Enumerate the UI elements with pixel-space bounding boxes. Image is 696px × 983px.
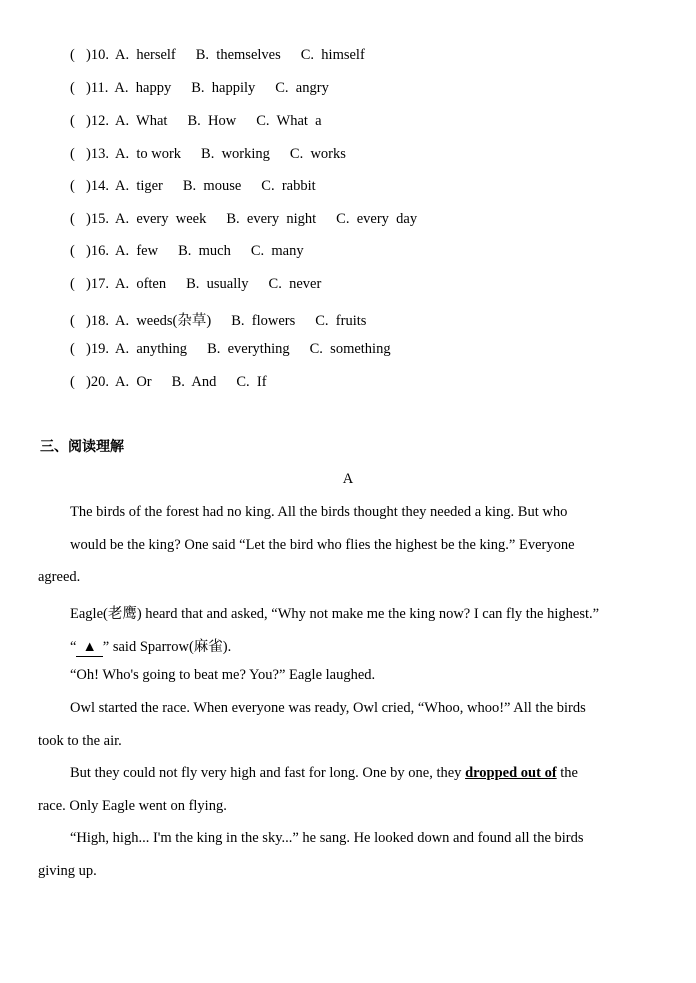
question-row xyxy=(70,178,336,195)
question-row xyxy=(70,80,349,97)
passage-line xyxy=(70,635,231,657)
question-number: )20. xyxy=(86,374,109,390)
passage-line: race. Only Eagle went on flying. xyxy=(38,798,227,814)
passage-line: agreed. xyxy=(38,569,81,585)
option-c: C. every day xyxy=(336,211,418,227)
passage-line: The birds of the forest had no king. All the birds thought they needed a king. But who xyxy=(70,504,568,520)
option-b: B. themselves xyxy=(195,47,281,63)
option-c: C. rabbit xyxy=(261,178,316,194)
question-number: )14. xyxy=(86,178,109,194)
question-number: )12. xyxy=(86,113,109,129)
question-number: )17. xyxy=(86,276,109,292)
option-a: A. often xyxy=(114,276,167,292)
question-number: )16. xyxy=(86,243,109,259)
passage-line: giving up. xyxy=(38,863,97,879)
answer-paren: ( xyxy=(70,243,75,259)
passage-line xyxy=(70,765,578,782)
answer-paren: ( xyxy=(70,313,75,329)
option-a: A. every week xyxy=(114,211,207,227)
option-b: B. How xyxy=(187,113,237,129)
option-b: B. everything xyxy=(207,341,290,357)
option-b: B. working xyxy=(201,146,270,162)
passage-line: took to the air. xyxy=(38,733,122,749)
option-c: C. himself xyxy=(300,47,365,63)
option-c: C. never xyxy=(268,276,322,292)
text-segment: the xyxy=(556,765,578,781)
option-a: A. to work xyxy=(114,146,182,162)
question-row xyxy=(70,374,287,391)
option-c: C. If xyxy=(236,374,267,390)
option-b: B. much xyxy=(178,243,231,259)
question-row xyxy=(70,113,342,130)
option-a: A. few xyxy=(114,243,159,259)
answer-paren: ( xyxy=(70,80,75,96)
option-a: A. herself xyxy=(114,47,176,63)
option-c: C. many xyxy=(250,243,304,259)
option-c: C. something xyxy=(309,341,391,357)
option-b: B. every night xyxy=(226,211,317,227)
answer-paren: ( xyxy=(70,47,75,63)
question-row xyxy=(70,47,385,64)
option-a: A. anything xyxy=(114,341,188,357)
underlined-phrase: dropped out of xyxy=(465,765,557,781)
question-number: )13. xyxy=(86,146,109,162)
option-a: A. Or xyxy=(114,374,152,390)
option-b: B. And xyxy=(171,374,217,390)
answer-paren: ( xyxy=(70,113,75,129)
question-row xyxy=(70,146,366,163)
question-number: )15. xyxy=(86,211,109,227)
question-row xyxy=(70,341,411,358)
question-number: )19. xyxy=(86,341,109,357)
option-c: C. works xyxy=(289,146,346,162)
option-a: A. weeds(杂草) xyxy=(114,313,212,329)
option-b: B. mouse xyxy=(182,178,242,194)
passage-line: “Oh! Who's going to beat me? You?” Eagle laughed. xyxy=(70,667,376,683)
answer-paren: ( xyxy=(70,276,75,292)
question-row xyxy=(70,211,437,228)
open-quote: “ xyxy=(70,639,77,655)
option-a: A. happy xyxy=(114,80,172,96)
option-c: C. angry xyxy=(275,80,329,96)
question-row xyxy=(70,276,341,293)
passage-line: would be the king? One said “Let the bird who flies the highest be the king.” Everyone xyxy=(70,537,575,553)
question-number: )10. xyxy=(86,47,109,63)
answer-paren: ( xyxy=(70,146,75,162)
passage-line: Eagle(老鹰) heard that and asked, “Why not make me the king now? I can fly the highest.” xyxy=(70,606,600,622)
question-number: )18. xyxy=(86,313,109,329)
option-b: B. flowers xyxy=(231,313,296,329)
option-c: C. What a xyxy=(256,113,322,129)
passage-line: Owl started the race. When everyone was ready, Owl cried, “Whoo, whoo!” All the birds xyxy=(70,700,586,716)
answer-paren: ( xyxy=(70,178,75,194)
question-number: )11. xyxy=(86,80,109,96)
option-c: C. fruits xyxy=(315,313,367,329)
answer-paren: ( xyxy=(70,341,75,357)
answer-paren: ( xyxy=(70,211,75,227)
text-segment: But they could not fly very high and fast for long. One by one, they xyxy=(70,765,466,781)
option-b: B. happily xyxy=(191,80,256,96)
blank-rest: ” said Sparrow(麻雀). xyxy=(102,639,232,655)
passage-title: A xyxy=(342,471,354,487)
option-a: A. tiger xyxy=(114,178,163,194)
passage-line: “High, high... I'm the king in the sky...” he sang. He looked down and found all the birds xyxy=(70,830,584,846)
section-title: 三、阅读理解 xyxy=(40,439,124,455)
option-b: B. usually xyxy=(186,276,249,292)
question-row xyxy=(70,243,324,260)
answer-paren: ( xyxy=(70,374,75,390)
answer-blank: ▲ xyxy=(76,639,102,657)
option-a: A. What xyxy=(114,113,168,129)
question-row xyxy=(70,309,386,330)
